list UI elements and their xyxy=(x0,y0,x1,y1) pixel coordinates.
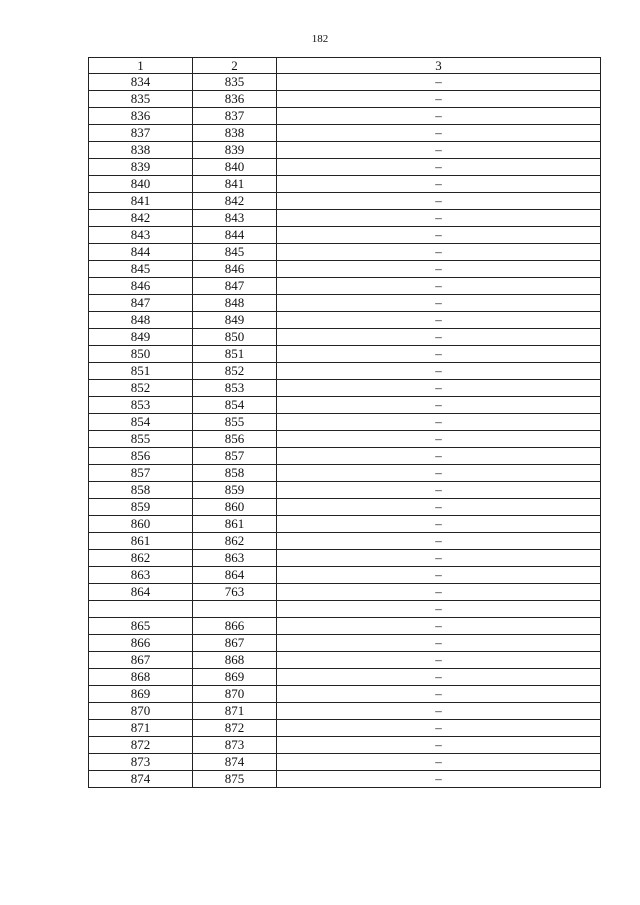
table-cell-col1: 871 xyxy=(89,720,193,737)
table-cell-col1: 861 xyxy=(89,533,193,550)
table-cell-col1: 845 xyxy=(89,261,193,278)
table-cell-col2: 846 xyxy=(193,261,277,278)
table-cell-col1: 846 xyxy=(89,278,193,295)
table-cell-col2: 869 xyxy=(193,669,277,686)
table-row xyxy=(89,533,601,550)
table-row xyxy=(89,176,601,193)
table-cell-col2: 861 xyxy=(193,516,277,533)
table-row xyxy=(89,125,601,142)
table-cell-col1: 851 xyxy=(89,363,193,380)
table-row xyxy=(89,482,601,499)
table-cell-col1: 847 xyxy=(89,295,193,312)
table-cell-col2: 864 xyxy=(193,567,277,584)
table-row xyxy=(89,91,601,108)
table-cell-col1: 834 xyxy=(89,74,193,91)
data-table xyxy=(88,57,601,788)
table-cell-col2: 857 xyxy=(193,448,277,465)
table-cell-col1: 843 xyxy=(89,227,193,244)
table-cell-col2: 844 xyxy=(193,227,277,244)
table-cell-col3: – xyxy=(277,465,601,482)
table-cell-col2: 870 xyxy=(193,686,277,703)
table-cell-col1: 862 xyxy=(89,550,193,567)
table-cell-col3: – xyxy=(277,771,601,788)
table-cell-col3: – xyxy=(277,686,601,703)
table-cell-col2: 838 xyxy=(193,125,277,142)
table-cell-col1: 839 xyxy=(89,159,193,176)
table-row xyxy=(89,448,601,465)
table-row xyxy=(89,278,601,295)
table-row xyxy=(89,295,601,312)
table-cell-col2: 855 xyxy=(193,414,277,431)
table-cell-col3: – xyxy=(277,312,601,329)
table-header-row xyxy=(89,58,601,74)
table-row xyxy=(89,465,601,482)
table-cell-col3: – xyxy=(277,635,601,652)
table-cell-col2: 843 xyxy=(193,210,277,227)
table-row xyxy=(89,618,601,635)
table-cell-col2: 875 xyxy=(193,771,277,788)
table-cell-col3: – xyxy=(277,329,601,346)
table-cell-col3: – xyxy=(277,193,601,210)
table-row xyxy=(89,703,601,720)
table-cell-col2: 841 xyxy=(193,176,277,193)
table-cell-col2: 763 xyxy=(193,584,277,601)
table-cell-col1: 844 xyxy=(89,244,193,261)
table-row xyxy=(89,584,601,601)
table-row xyxy=(89,244,601,261)
table-row xyxy=(89,210,601,227)
table-cell-col2: 845 xyxy=(193,244,277,261)
table-cell-col2: 848 xyxy=(193,295,277,312)
table-cell-col3: – xyxy=(277,703,601,720)
table-row xyxy=(89,329,601,346)
table-row xyxy=(89,159,601,176)
table-cell-col2: 874 xyxy=(193,754,277,771)
table-cell-col1: 848 xyxy=(89,312,193,329)
table-row xyxy=(89,652,601,669)
table-cell-col3: – xyxy=(277,567,601,584)
table-row xyxy=(89,312,601,329)
table-body xyxy=(89,74,601,788)
table-cell-col2: 849 xyxy=(193,312,277,329)
table-cell-col1: 853 xyxy=(89,397,193,414)
table-cell-col3: – xyxy=(277,176,601,193)
table-cell-col1: 874 xyxy=(89,771,193,788)
table-row xyxy=(89,74,601,91)
table-cell-col2: 867 xyxy=(193,635,277,652)
table-cell-col3: – xyxy=(277,550,601,567)
table-cell-col2: 858 xyxy=(193,465,277,482)
table-cell-col1: 858 xyxy=(89,482,193,499)
table-row xyxy=(89,771,601,788)
table-cell-col3: – xyxy=(277,108,601,125)
table-cell-col1: 870 xyxy=(89,703,193,720)
table-cell-col1: 866 xyxy=(89,635,193,652)
table-row xyxy=(89,601,601,618)
table-cell-col1: 855 xyxy=(89,431,193,448)
table-cell-col2: 850 xyxy=(193,329,277,346)
table-cell-col1: 852 xyxy=(89,380,193,397)
column-header-1: 1 xyxy=(89,58,193,74)
table-row xyxy=(89,380,601,397)
table-cell-col1: 842 xyxy=(89,210,193,227)
table-row xyxy=(89,686,601,703)
table-cell-col1: 865 xyxy=(89,618,193,635)
table-row xyxy=(89,397,601,414)
table-cell-col1: 849 xyxy=(89,329,193,346)
table-cell-col2: 835 xyxy=(193,74,277,91)
table-cell-col2: 856 xyxy=(193,431,277,448)
column-header-2: 2 xyxy=(193,58,277,74)
table-cell-col2: 868 xyxy=(193,652,277,669)
table-cell-col2: 859 xyxy=(193,482,277,499)
table-row xyxy=(89,516,601,533)
table-cell-col1: 873 xyxy=(89,754,193,771)
table-cell-col1: 854 xyxy=(89,414,193,431)
table-cell-col2: 840 xyxy=(193,159,277,176)
table-cell-col1: 872 xyxy=(89,737,193,754)
table-row xyxy=(89,346,601,363)
table-cell-col1 xyxy=(89,601,193,618)
table-row xyxy=(89,550,601,567)
table-cell-col2: 842 xyxy=(193,193,277,210)
table-cell-col3: – xyxy=(277,380,601,397)
table-cell-col3: – xyxy=(277,448,601,465)
table-cell-col3: – xyxy=(277,431,601,448)
table-row xyxy=(89,431,601,448)
table-cell-col3: – xyxy=(277,244,601,261)
table-cell-col3: – xyxy=(277,482,601,499)
table-cell-col3: – xyxy=(277,278,601,295)
table-row xyxy=(89,737,601,754)
table-cell-col3: – xyxy=(277,754,601,771)
table-row xyxy=(89,567,601,584)
table-cell-col1: 863 xyxy=(89,567,193,584)
table-cell-col2: 853 xyxy=(193,380,277,397)
table-cell-col1: 850 xyxy=(89,346,193,363)
table-cell-col3: – xyxy=(277,74,601,91)
table-cell-col2: 851 xyxy=(193,346,277,363)
table-row xyxy=(89,108,601,125)
table-cell-col2: 854 xyxy=(193,397,277,414)
table-cell-col2: 871 xyxy=(193,703,277,720)
table-cell-col3: – xyxy=(277,720,601,737)
table-row xyxy=(89,193,601,210)
table-cell-col1: 857 xyxy=(89,465,193,482)
table-cell-col3: – xyxy=(277,91,601,108)
table-cell-col3: – xyxy=(277,295,601,312)
table-row xyxy=(89,754,601,771)
table-cell-col1: 837 xyxy=(89,125,193,142)
table-row xyxy=(89,669,601,686)
table-cell-col2: 860 xyxy=(193,499,277,516)
table-cell-col2: 847 xyxy=(193,278,277,295)
table-cell-col2: 839 xyxy=(193,142,277,159)
table-cell-col2 xyxy=(193,601,277,618)
table-cell-col3: – xyxy=(277,652,601,669)
table-cell-col1: 860 xyxy=(89,516,193,533)
table-cell-col3: – xyxy=(277,261,601,278)
table-cell-col3: – xyxy=(277,346,601,363)
table-cell-col3: – xyxy=(277,227,601,244)
table-cell-col3: – xyxy=(277,584,601,601)
table-row xyxy=(89,499,601,516)
table-cell-col1: 838 xyxy=(89,142,193,159)
table-cell-col3: – xyxy=(277,533,601,550)
table-cell-col3: – xyxy=(277,499,601,516)
table-cell-col1: 840 xyxy=(89,176,193,193)
table-row xyxy=(89,720,601,737)
table-cell-col3: – xyxy=(277,414,601,431)
table-cell-col2: 862 xyxy=(193,533,277,550)
table-cell-col1: 864 xyxy=(89,584,193,601)
table-cell-col2: 837 xyxy=(193,108,277,125)
table-cell-col1: 856 xyxy=(89,448,193,465)
table-cell-col3: – xyxy=(277,618,601,635)
table-cell-col2: 872 xyxy=(193,720,277,737)
table-cell-col3: – xyxy=(277,737,601,754)
table-cell-col1: 835 xyxy=(89,91,193,108)
table-cell-col3: – xyxy=(277,159,601,176)
table-cell-col1: 868 xyxy=(89,669,193,686)
table-cell-col3: – xyxy=(277,669,601,686)
page-number: 182 xyxy=(311,33,329,45)
table-row xyxy=(89,261,601,278)
table-row xyxy=(89,414,601,431)
table-cell-col3: – xyxy=(277,397,601,414)
table-cell-col2: 866 xyxy=(193,618,277,635)
table-row xyxy=(89,142,601,159)
table-row xyxy=(89,227,601,244)
table-cell-col3: – xyxy=(277,601,601,618)
table-cell-col1: 869 xyxy=(89,686,193,703)
table-row xyxy=(89,363,601,380)
table-cell-col2: 863 xyxy=(193,550,277,567)
table-cell-col1: 841 xyxy=(89,193,193,210)
table-cell-col2: 852 xyxy=(193,363,277,380)
table-cell-col3: – xyxy=(277,516,601,533)
table-cell-col1: 859 xyxy=(89,499,193,516)
table-cell-col2: 873 xyxy=(193,737,277,754)
table-cell-col3: – xyxy=(277,363,601,380)
table-cell-col2: 836 xyxy=(193,91,277,108)
table-cell-col3: – xyxy=(277,142,601,159)
table-cell-col3: – xyxy=(277,125,601,142)
table-cell-col1: 836 xyxy=(89,108,193,125)
table-cell-col3: – xyxy=(277,210,601,227)
table-row xyxy=(89,635,601,652)
table-cell-col1: 867 xyxy=(89,652,193,669)
column-header-3: 3 xyxy=(277,58,601,74)
